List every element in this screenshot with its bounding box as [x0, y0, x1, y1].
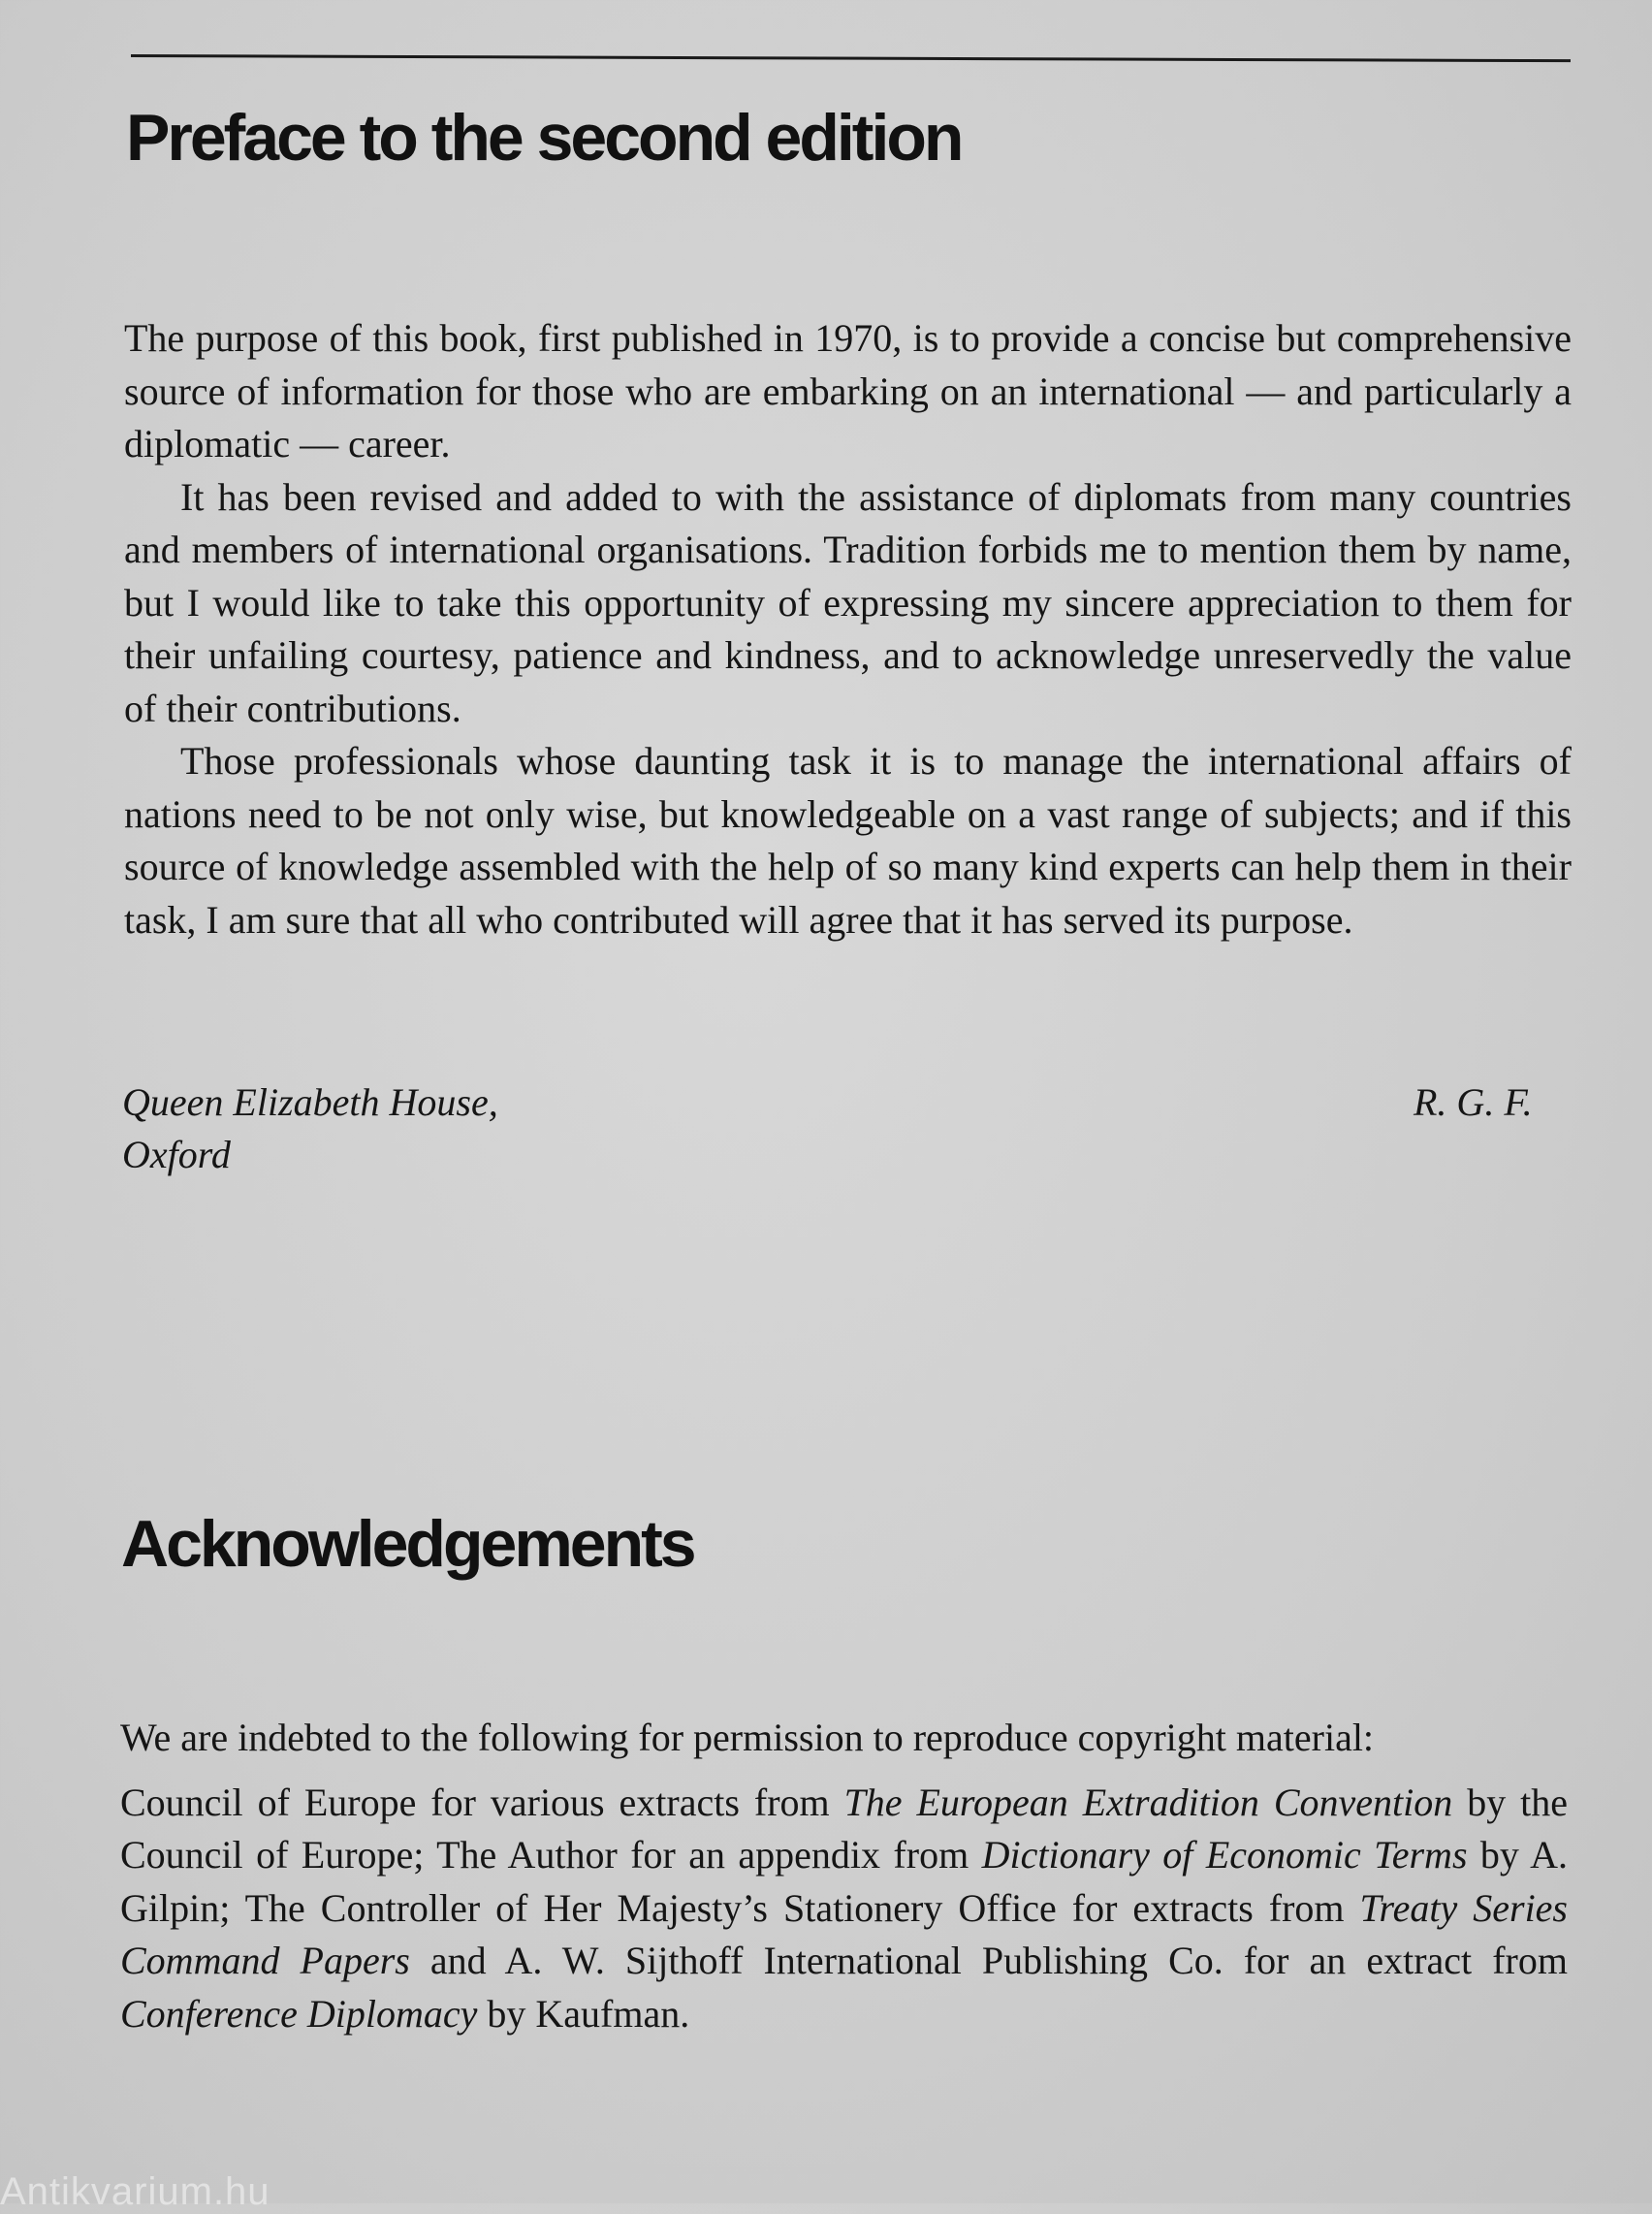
- acknowledgements-intro: We are indebted to the following for permission to reproduce copyright material:: [120, 1716, 1375, 1759]
- signature-initials: R. G. F.: [1414, 1080, 1533, 1124]
- credits-text-4: and A. W. Sijthoff International Publishing Co. for an extract from: [409, 1939, 1568, 1982]
- credits-title-2: Dictionary of Economic Terms: [981, 1833, 1468, 1877]
- credits-title-4: Conference Diplomacy: [120, 1991, 478, 2036]
- preface-heading: Preface to the second edition: [126, 101, 962, 175]
- preface-body: [124, 312, 1572, 947]
- acknowledgements-body: [120, 1712, 1568, 2040]
- signature-place-line-1: Queen Elizabeth House,: [122, 1080, 498, 1124]
- watermark: Antikvarium.hu: [0, 2170, 270, 2213]
- acknowledgements-heading: Acknowledgements: [121, 1507, 694, 1581]
- preface-paragraph-3: Those professionals whose daunting task it is to manage the international affairs of nations need to be not only wise, but knowledgeable on a vast range of subjects; and if this source of knowledge assembled with the help of so many kind experts can help them in their task, I am sure that all who contributed will agree that it has served its purpose.: [124, 739, 1572, 942]
- preface-paragraph-1: The purpose of this book, first published in 1970, is to provide a concise but comprehensive source of information for those who are embarking on an international — and particularly a diplomatic — career.: [124, 316, 1572, 465]
- preface-paragraph-2: It has been revised and added to with the assistance of diplomats from many countries and members of international organisations. Tradition forbids me to mention them by name, but I would like to take this opportunity of expressing my sincere appreciation to them for their unfailing courtesy, patience and kindness, and to acknowledge unreservedly the value of their contributions.: [124, 474, 1572, 730]
- signature-place: [122, 1076, 498, 1181]
- credits-text-2: by the Council of Europe; The Author for an appendix from: [120, 1780, 1569, 1877]
- acknowledgements-credits: [120, 1777, 1568, 2041]
- credits-title-3: Treaty Series Command Papers: [120, 1885, 1568, 1982]
- credits-title-1: The European Extradition Convention: [843, 1780, 1453, 1824]
- credits-text-3: by A. Gilpin; The Controller of Her Majesty’s Stationery Office for extracts from: [120, 1833, 1569, 1930]
- signature-place-line-2: Oxford: [122, 1133, 231, 1176]
- credits-text-5: by Kaufman.: [477, 1991, 690, 2036]
- credits-text-1: Council of Europe for various extracts from: [120, 1780, 844, 1824]
- top-rule: [131, 54, 1571, 62]
